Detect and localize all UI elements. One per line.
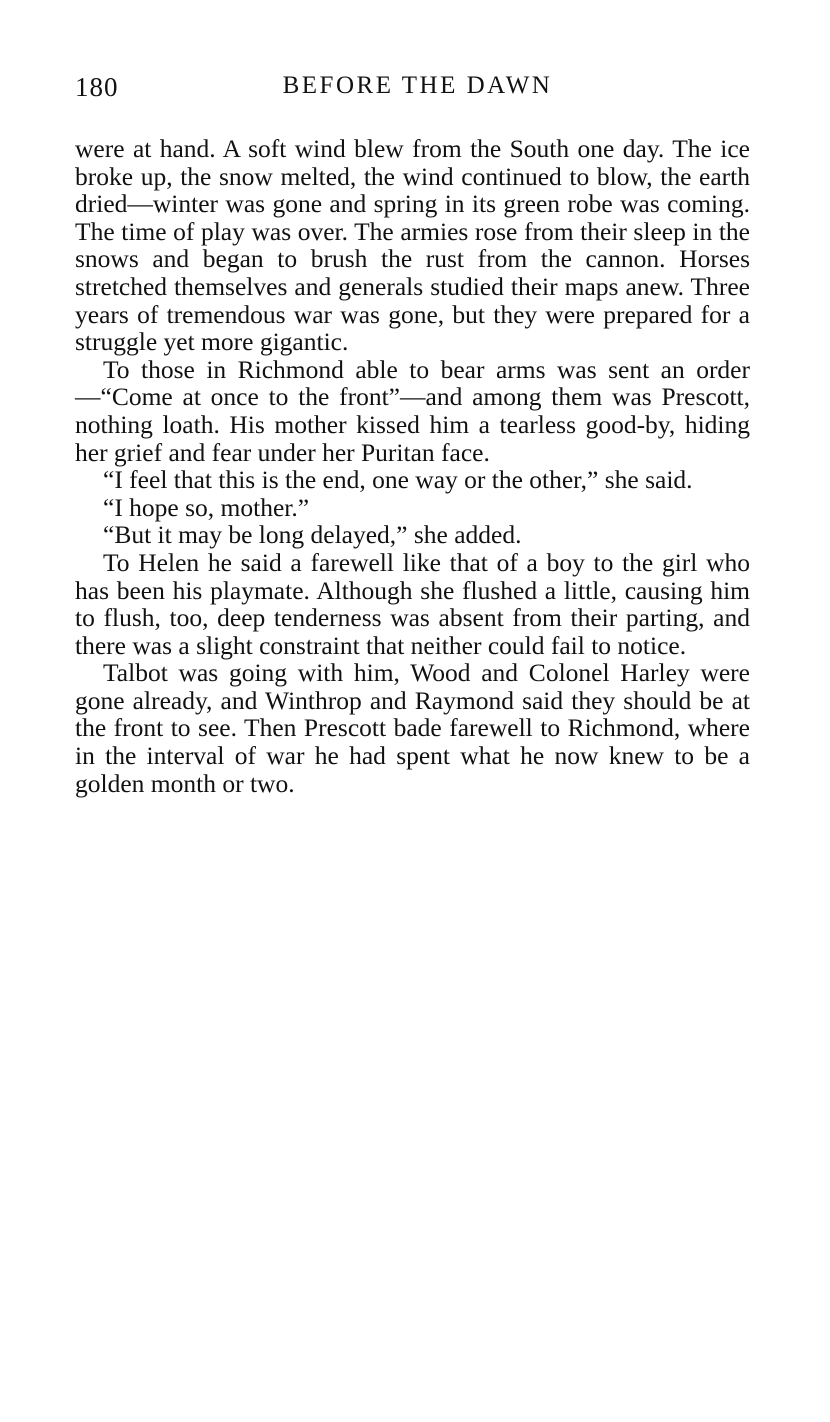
running-head bbox=[75, 72, 750, 106]
body-text bbox=[75, 135, 750, 797]
paragraph: To Helen he said a farewell like that of a boy to the girl who has been his playmate. Although she flushed a little, causing him to flush, too, deep tenderness was absent from their parting, and there was a slight constraint that neither could fail to notice. bbox=[75, 547, 750, 660]
paragraph-dialogue: “I hope so, mother.” bbox=[103, 492, 310, 522]
paragraph: Talbot was going with him, Wood and Colonel Harley were gone already, and Winthrop and Raymond said they should be at the front to see. Then Prescott bade farewell to Richmond, where in the interval of war he had spent what he now knew to be a golden month or two. bbox=[75, 658, 750, 798]
paragraph-continued: were at hand. A soft wind blew from the South one day. The ice broke up, the snow melted, the wind continued to blow, the earth dried—winter was gone and spring in its green robe was coming. The time of play was over. The armies rose from their sleep in the snows and began to brush the rust from the cannon. Horses stretched themselves and generals studied their maps anew. Three years of tremendous war was gone, but they were prepared for a struggle yet more gigantic. bbox=[75, 134, 750, 357]
page-number: 180 bbox=[75, 72, 119, 102]
paragraph-dialogue: “I feel that this is the end, one way or the other,” she said. bbox=[103, 465, 693, 495]
paragraph: To those in Richmond able to bear arms was sent an order—“Come at once to the front”—and among them was Prescott, nothing loath. His mother kissed him a tearless good-by, hiding her grief and fear under her Puritan face. bbox=[75, 354, 750, 467]
running-title: BEFORE THE DAWN bbox=[282, 72, 553, 99]
paragraph-dialogue: “But it may be long delayed,” she added. bbox=[103, 520, 522, 550]
